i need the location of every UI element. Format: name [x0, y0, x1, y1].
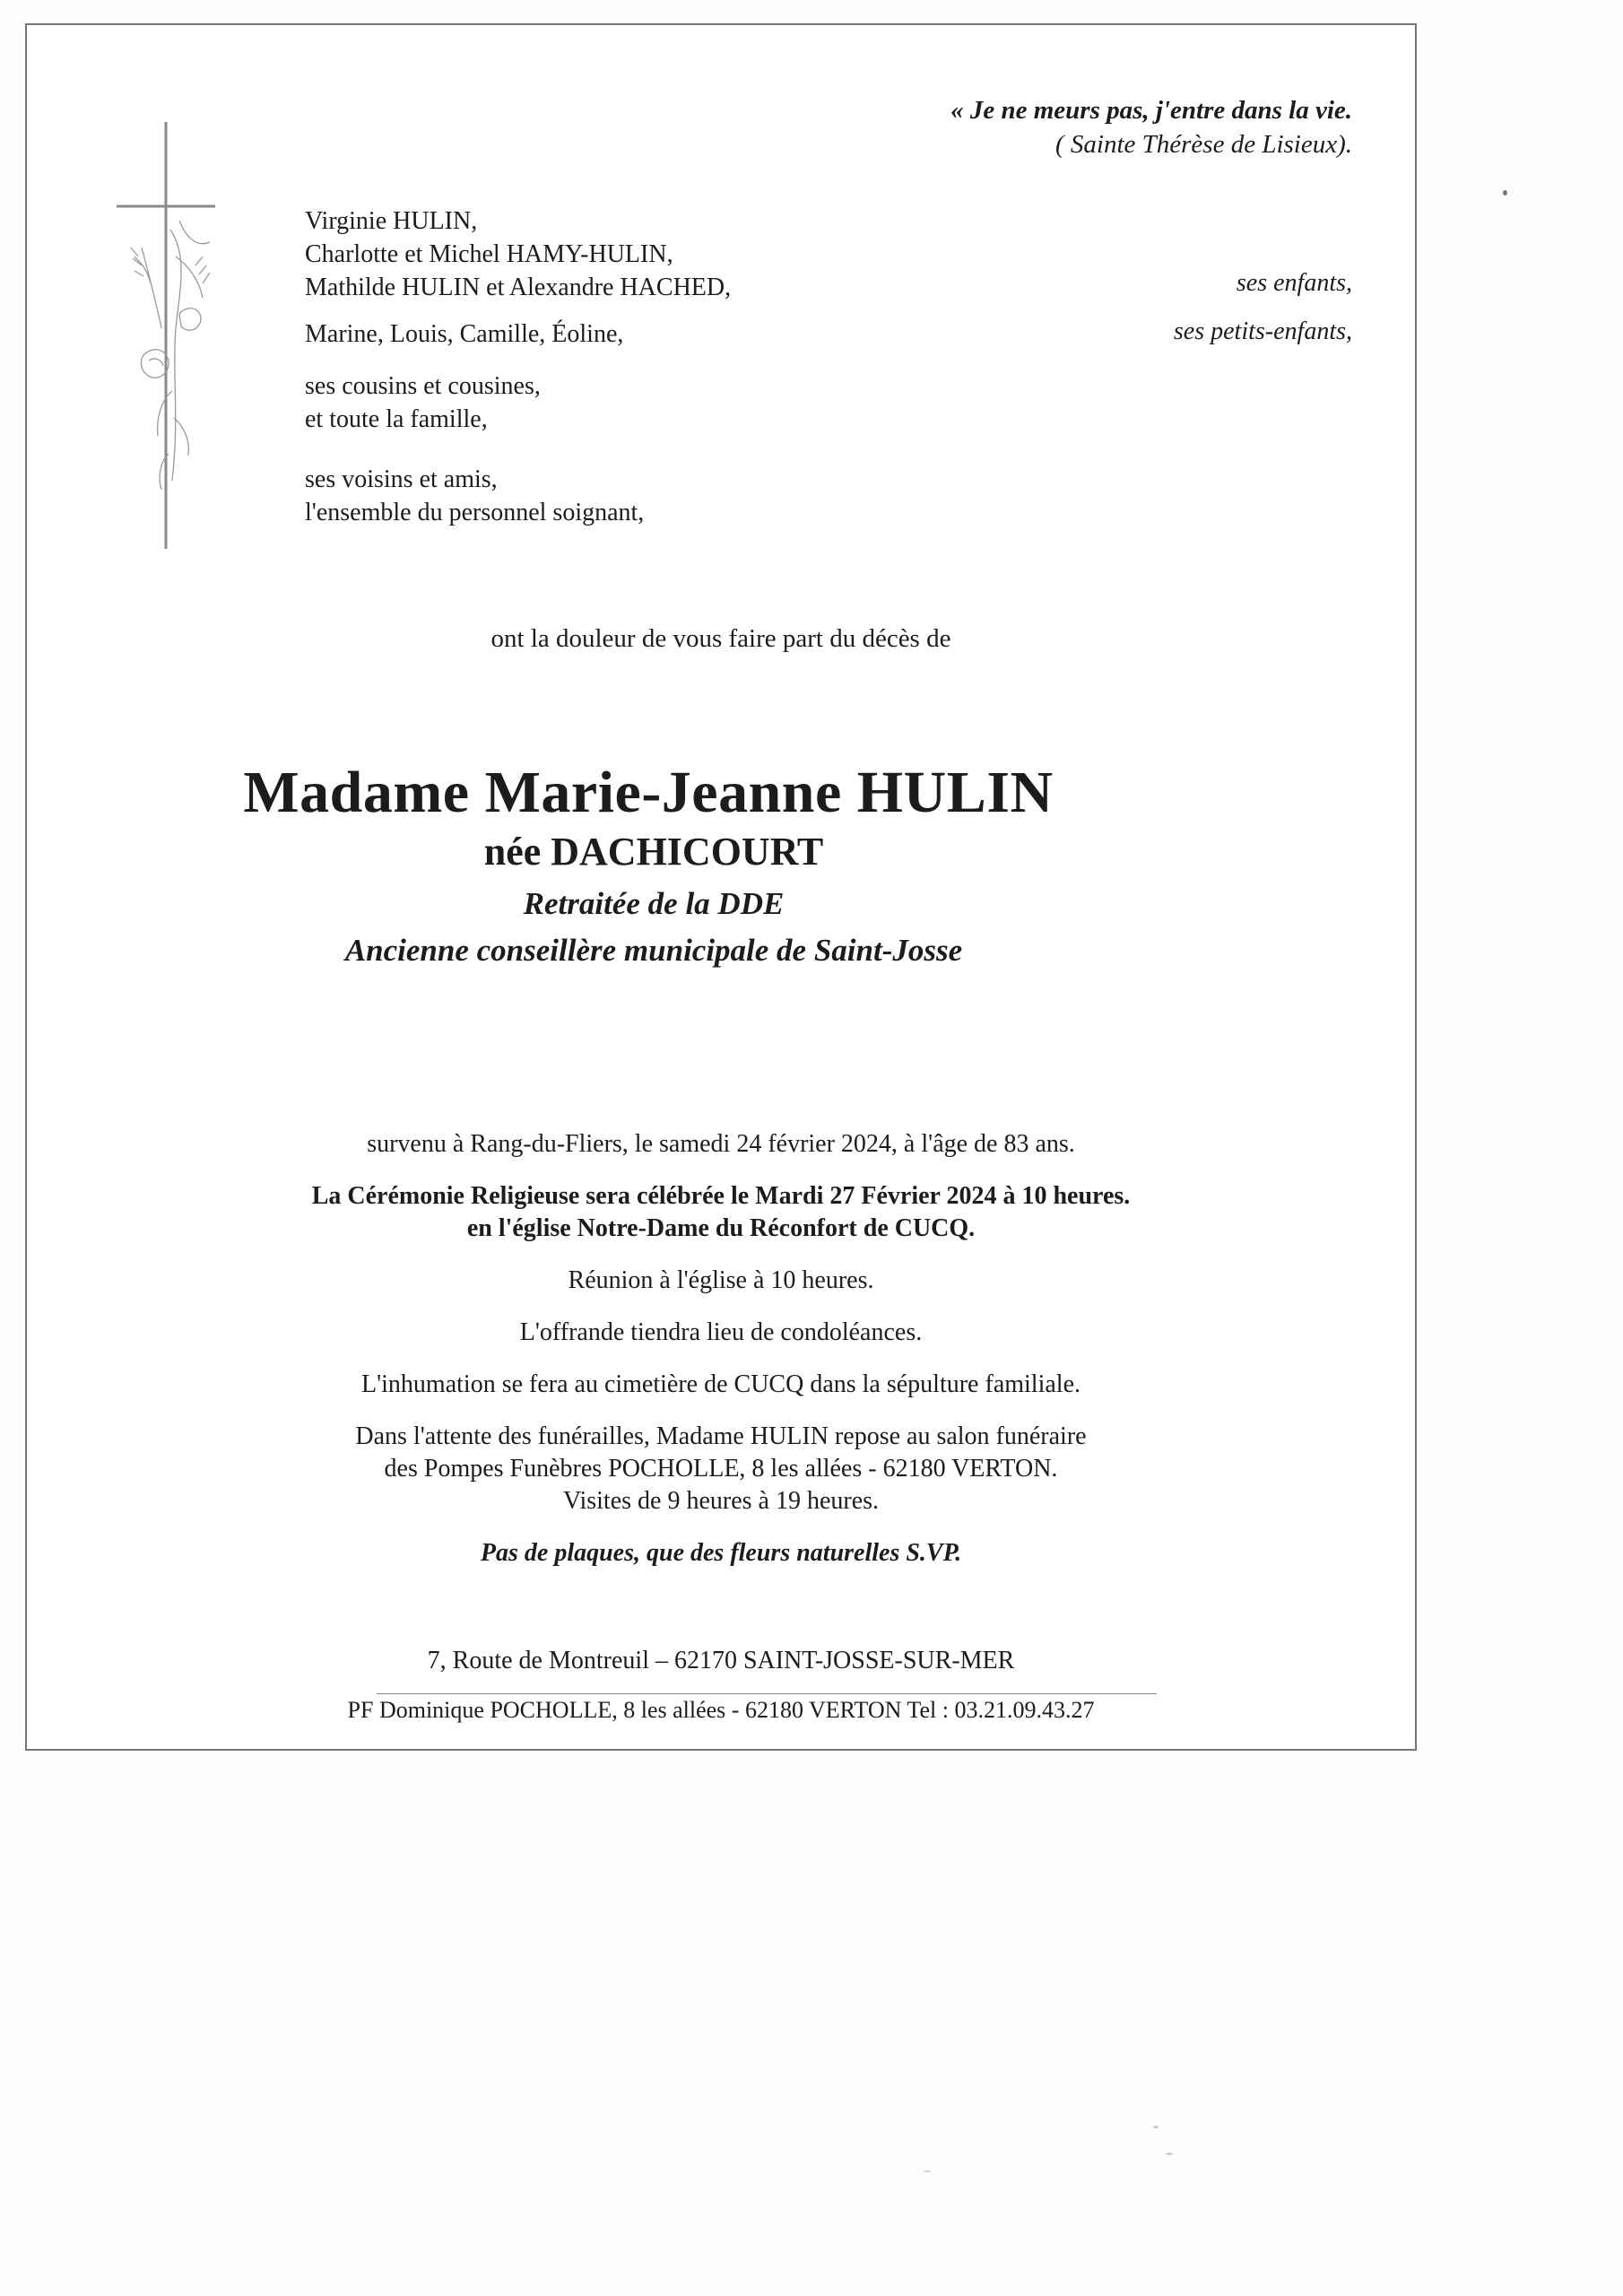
flowers-note: Pas de plaques, que des fleurs naturelles S.VP. — [480, 1539, 962, 1567]
children-list — [305, 204, 731, 304]
obituary-notice — [25, 23, 1417, 1751]
children-role: ses enfants, — [1236, 269, 1352, 297]
offering-info: L'offrande tiendra lieu de condoléances. — [519, 1318, 923, 1346]
child-name: Mathilde HULIN et Alexandre HACHED, — [305, 274, 732, 301]
ceremony-line-2: en l'église Notre-Dame du Réconfort de CUCQ. — [466, 1214, 976, 1242]
staff-line: l'ensemble du personnel soignant, — [305, 499, 645, 526]
home-address: 7, Route de Montreuil – 62170 SAINT-JOSSE-SUR-MER — [427, 1647, 1015, 1674]
ceremony-line-1: La Cérémonie Religieuse sera célébrée le Mardi 27 Février 2024 à 10 heures. — [311, 1182, 1131, 1210]
deceased-title-2: Ancienne conseillère municipale de Saint-Josse — [344, 933, 963, 968]
grandchildren-role: ses petits-enfants, — [1173, 317, 1352, 345]
child-name: Charlotte et Michel HAMY-HULIN, — [305, 240, 673, 268]
maiden-name: née DACHICOURT — [483, 830, 824, 874]
cross-with-flowers-icon — [117, 122, 215, 552]
funeral-home-info: PF Dominique POCHOLLE, 8 les allées - 62180 VERTON Tel : 03.21.09.43.27 — [347, 1697, 1095, 1723]
footer-divider — [377, 1693, 1157, 1694]
announcement-text: ont la douleur de vous faire part du décès de — [490, 624, 951, 653]
scan-speck — [1503, 190, 1507, 196]
burial-info: L'inhumation se fera au cimetière de CUCQ dans la sépulture familiale. — [361, 1370, 1081, 1398]
deceased-name: Madame Marie-Jeanne HULIN — [243, 760, 1054, 825]
rest-info-2: des Pompes Funèbres POCHOLLE, 8 les allées - 62180 VERTON. — [384, 1455, 1058, 1483]
neighbors-list — [305, 463, 644, 529]
grandchildren-list: Marine, Louis, Camille, Éoline, — [305, 320, 624, 348]
death-details: survenu à Rang-du-Fliers, le samedi 24 février 2024, à l'âge de 83 ans. — [367, 1130, 1075, 1158]
child-name: Virginie HULIN, — [305, 207, 478, 235]
quote-line-1: « Je ne meurs pas, j'entre dans la vie. — [950, 96, 1352, 125]
scan-speck — [1153, 2126, 1159, 2128]
visiting-hours: Visites de 9 heures à 19 heures. — [562, 1487, 880, 1515]
epigraph-quote — [950, 93, 1352, 161]
cousins-list — [305, 370, 541, 436]
quote-attribution: ( Sainte Thérèse de Lisieux). — [1055, 130, 1352, 159]
neighbors-line: ses voisins et amis, — [305, 465, 498, 493]
family-line: et toute la famille, — [305, 405, 488, 433]
deceased-title-1: Retraitée de la DDE — [523, 886, 785, 921]
scan-speck — [1166, 2152, 1173, 2155]
meeting-info: Réunion à l'église à 10 heures. — [568, 1266, 874, 1294]
scan-speck — [924, 2170, 931, 2172]
rest-info-1: Dans l'attente des funérailles, Madame HULIN repose au salon funéraire — [355, 1422, 1087, 1450]
cousins-line: ses cousins et cousines, — [305, 372, 541, 400]
